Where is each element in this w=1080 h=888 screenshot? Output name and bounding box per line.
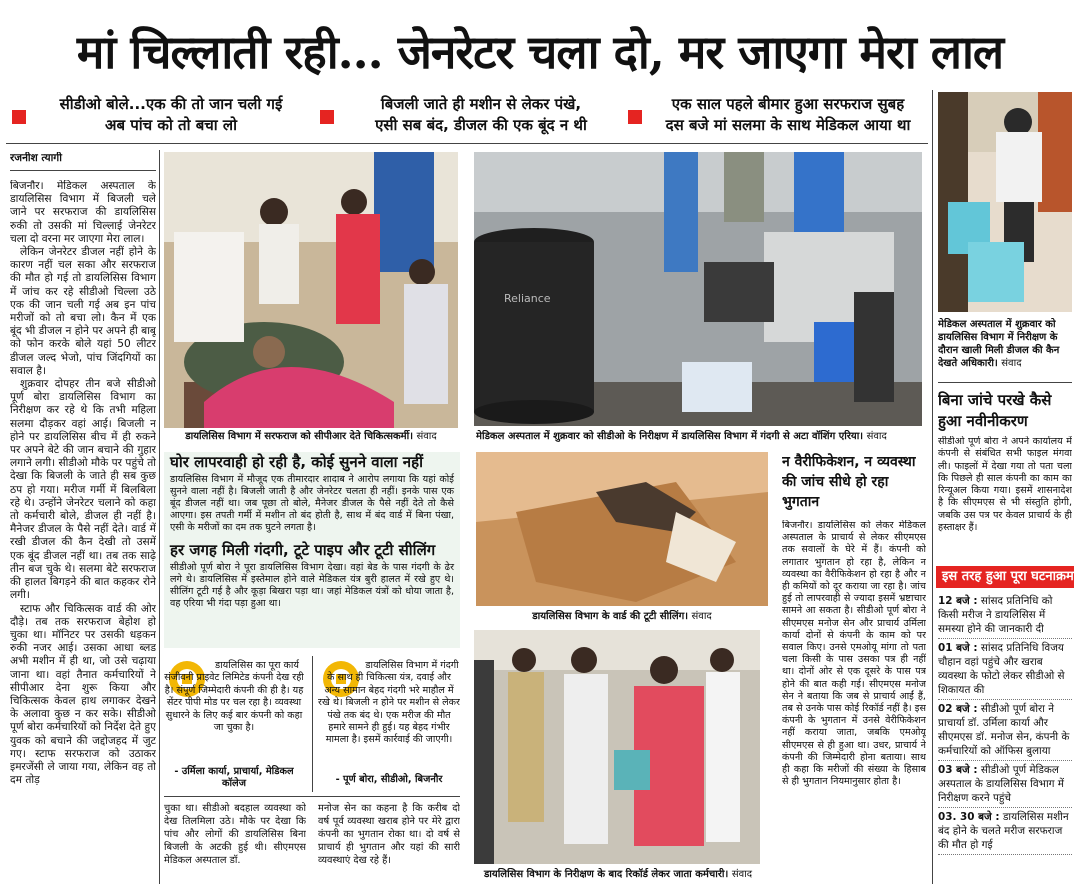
deck-marker [628,110,642,124]
caption-photo-cpr [164,430,458,444]
photo-records-image [474,630,760,864]
photo-diesel-cans [938,92,1072,312]
deck-3-line-1: एक साल पहले बीमार हुआ सरफराज सुबह [671,95,905,113]
caption-credit: संवाद [691,611,712,622]
deck-1-line-1: सीडीओ बोले...एक की तो जान चली गई [59,95,283,113]
deck-2 [340,94,622,138]
caption-text: डायलिसिस विभाग में सरफराज को सीपीआर देते चिकित्सकर्मी। [185,431,413,442]
caption-photo-washing-area [476,430,922,444]
timeline-item [938,761,1072,808]
deck-marker [320,110,334,124]
quote-principal [164,656,304,792]
subhead-negligence: घोर लापरवाही हो रही है, कोई सुनने वाला नहीं [170,453,423,471]
photo-records [474,630,760,864]
deck-marker [12,110,26,124]
tank-label: Reliance [504,292,551,305]
divider [938,382,1072,383]
timeline-title: इस तरह हुआ पूरा घटनाक्रम [936,566,1074,588]
paragraph: बिजनौर। मेडिकल अस्पताल के डायलिसिस विभाग में बिजली चले जाने पर सरफराज की डायलिसिस रुकी तो उसकी मां चिल्लाई जेनरेटर चला दो वरना मर जाएगा मेरा लाल। [10,180,156,245]
caption-text: मेडिकल अस्पताल में शुक्रवार को सीडीओ के निरीक्षण में डायलिसिस विभाग में गंदगी से अटा वॉशिंग एरिया। [476,431,864,442]
divider [159,150,160,884]
paragraph: लेकिन जेनरेटर डीजल नहीं होने के कारण नहीं चल सका और सरफराज की मौत हो गई तो डायलिसिस विभाग में जांच कर रहे सीडीओ चिल्ला उठे एक की जान चली गई अब इन पांच मरीजों को तो बचा लो। कैन में एक बूंद भी डीजल न होने पर अपने ही बाबू को फोन करके बोले यहां 50 लीटर डीजल जल्द भेजो, पांच जिंदगियों का सवाल है। [10,246,156,377]
photo-washing-area-image [474,152,922,426]
byline: रजनीश त्यागी [10,152,62,164]
caption-credit: संवाद [866,431,887,442]
quote-attribution: - पूर्ण बोरा, सीडीओ, बिजनौर [335,774,443,785]
deck-3 [646,94,930,138]
timeline-time: 02 बजे : [938,703,978,715]
timeline-item [938,700,1072,761]
photo-broken-ceiling-image [476,452,768,606]
subhead-renewal: बिना जांचे परखे कैसे हुआ नवीनीकरण [938,391,1052,430]
caption-text: डायलिसिस विभाग के वार्ड की टूटी सीलिंग। [532,611,689,622]
caption-photo-diesel-cans [938,318,1072,378]
deck-3-line-2: दस बजे मां सलमा के साथ मेडिकल आया था [665,116,911,134]
timeline-time: 03. 30 बजे : [938,811,1000,823]
photo-cpr [164,152,458,428]
deck-1 [30,94,312,138]
photo-broken-ceiling [476,452,768,606]
paragraph: स्टाफ और चिकित्सक वार्ड की ओर दौड़े। तब तक सरफराज बेहोश हो चुका था। मॉनिटर पर उसकी धड़कन रुकी नजर आई। उसका आधा ब्लड अभी मशीन में ही था, जो उसे चढ़ाया जाना था। वहां तैनात कर्मचारियों ने सीपीआर देना शुरू किया और चिकित्सक केवल हाथ लगाकर देखने के अलावा कुछ न कर सके। सीडीओ पूर्ण बोरा कर्मचारियों को निर्देश देते हुए युवक को बचाने की जद्दोजहद में जुट गए। स्टाफ सरफराज को उठाकर इमरजेंसी ले जाया गया, लेकिन वह तो दम तोड़ [10,602,156,787]
caption-credit: संवाद [416,431,437,442]
article-column-1 [10,180,156,886]
deck-2-line-1: बिजली जाते ही मशीन से लेकर पंखे, [380,95,582,113]
photo-diesel-cans-image [938,92,1072,312]
timeline-text: डायलिसिस मशीन बंद होने के चलते मरीज सरफराज की मौत हो गई [938,811,1069,851]
timeline-text: सांसद प्रतिनिधि विजय चौहान वहां पहुंचे और खराब व्यवस्था के फोटो लेकर सीडीओ से शिकायत की [938,642,1065,696]
quote-cdo [318,656,460,792]
timeline-time: 03 बजे : [938,764,978,776]
caption-credit: संवाद [1001,358,1022,369]
photo-cpr-image [164,152,458,428]
caption-text: मेडिकल अस्पताल में शुक्रवार को डायलिसिस विभाग में निरीक्षण के दौरान खाली मिली डीजल की कैन देखते अधिकारी। [938,319,1060,369]
caption-photo-records [476,868,760,884]
timeline-text: सीडीओ पूर्ण बोरा ने प्राचार्या डॉ. उर्मिला कार्या और सीएमएस डॉ. मनोज सेन, कंपनी के कर्मचारियों को ऑफिस बुलाया [938,703,1070,757]
subhead-dirt-everywhere: हर जगह मिली गंदगी, टूटे पाइप और टूटी सीलिंग [170,541,436,559]
timeline-time: 12 बजे : [938,595,978,607]
caption-credit: संवाद [731,869,753,880]
divider [6,143,928,144]
timeline-text: सीडीओ पूर्ण मेडिकल अस्पताल के डायलिसिस विभाग में निरीक्षण करने पहुंचे [938,764,1065,804]
timeline-text: सांसद प्रतिनिधि को किसी मरीज ने डायलिसिस में समस्या होने की जानकारी दी [938,595,1053,635]
quote-text: डायलिसिस का पूरा कार्य संजीवनी प्राइवेट लिमिटेड कंपनी देख रही है। संपूर्ण जिम्मेदारी कंपनी की ही है। यह सेंटर पीपी मोड पर चल रहा है। व्यवस्था सुधारने के लिए कई बार कंपनी को कहा जा चुका है। [164,660,304,734]
mid-block [164,452,460,648]
article-continuation-1: चुका था। सीडीओ बदहाल व्यवस्था को देख तिलमिला उठे। मौके पर देखा कि पांच और लोगों की डायलिसिस बिना बिजली के अटकी हुई थी। सीएमएस मेडिकल अस्पताल डॉ. [164,803,306,866]
timeline [938,592,1072,886]
timeline-item [938,592,1072,639]
divider [312,656,313,792]
deck-2-line-2: एसी सब बंद, डीजल की एक बूंद न थी [375,116,587,134]
divider [164,796,460,797]
caption-photo-broken-ceiling [476,610,768,624]
quote-text: डायलिसिस विभाग में गंदगी के साथ ही चिकित्सा यंत्र, दवाई और अन्य सामान बेहद गंदगी भरे माहौल में रखे थे। बिजली न होने पर मशीन से लेकर पंखे तक बंद थे। एक मरीज की मौत हमारे सामने ही हुई। यह बेहद गंभीर मामला है। इसमें कार्रवाई की जाएगी। [318,660,460,746]
deck-1-line-2: अब पांच को तो बचा लो [105,116,237,134]
divider [10,170,156,171]
article-renewal: सीडीओ पूर्ण बोरा ने अपने कार्यालय में कंपनी से संबंधित सभी फाइल मंगवा ली। फाइलों में देखा गया तो पता चला कि पिछले ही साल कंपनी का काम का रिन्यूअल किया गया। इसमें शासनादेश है कि सीएमएस से भी संस्तुति होगी, जबकि उस पत्र पर केवल प्राचार्य के ही हस्ताक्षर हैं। [938,436,1072,534]
paragraph: शुक्रवार दोपहर तीन बजे सीडीओ पूर्ण बोरा डायलिसिस विभाग का निरीक्षण कर रहे थे कि तभी महिला सलमा दौड़कर वहां आई। बिजली न होने पर डायलिसिस बीच में ही रुकने पर अपने बेटे की जान बचाने की गुहार लगाने लगी। सीडीओ मौके पर पहुंचे तो देखा कि बिजली के जाते ही सब कुछ ठप हो गया। मरीज गर्मी में बिलबिला रहे थे। उन्होंने जेनरेटर चलाने को कहा तो कर्मचारी बोले, डीजल ही नहीं है। मैनेजर डीजल के पैसे नहीं देते। वार्ड में रखी डीजल की कैन देखी तो उसमें एक बूंद डीजल नहीं था। तब तक साढ़े तीन बज चुके थे। सलमा बेटे सरफराज की हालत बिगड़ने की बात कहकर रोने लगी। [10,378,156,602]
timeline-item [938,808,1072,855]
article-verification: बिजनौर। डायलिसिस को लेकर मेडिकल अस्पताल के प्राचार्य से लेकर सीएमएस तक सवालों के घेरे में हैं। कंपनी को लगातार भुगतान हो रहा है, लेकिन न व्यवस्था का वैरीफिकेशन हो रहा है और न ही कमियों को दूर कराया जा रहा है। जांच हुई तो लापरवाही से ज्यादा इसमें भ्रष्टाचार सामने आ सकता है। सीडीओ पूर्ण बोरा ने सीएमएस मनोज सेन और प्राचार्य उर्मिला कार्या दोनों से कंपनी के काम को पर सवाल किए। उनसे एमओयू मांगा तो पता चला किसी के पास उसका पत्र ही नहीं था। दोनों ओर से एक दूसरे के पास पत्र होने की बात कही गई। सीएमएस मनोज सेन ने बताया कि जब से प्राचार्य आईं हैं, तब से उनके पास कोई रिकॉर्ड नहीं है। इस कंपनी के भुगतान में उनसे वेरीफिकेशन नहीं कराया जाता, जबकि एमओयू सीएमएस से ही हुआ था। उधर, प्राचार्य ने कंपनी की जिम्मेदारी होना बताया। साथ ही कहा कि मरीजों की संख्या के हिसाब से ही भुगतान नियमानुसार होता है। [782,520,926,788]
divider [932,90,933,884]
article-continuation-2: मनोज सेन का कहना है कि करीब दो वर्ष पूर्व व्यवस्था खराब होने पर मेरे द्वारा कंपनी का भुगतान रोका था। दो वर्ष से प्राचार्य ही भुगतान और यहां की सारी व्यवस्थाएं देख रहे हैं। [318,803,460,866]
timeline-item [938,639,1072,700]
paragraph: सीडीओ पूर्ण बोरा ने पूरा डायलिसिस विभाग देखा। वहां बेड के पास गंदगी के ढेर लगे थे। डायलिसिस में इस्तेमाल होने वाले मेडिकल यंत्र बुरी हालत में रखे हुए थे। सीलिंग टूटी गई है और कूड़ा बिखरा पड़ा था। जहां मेडिकल यंत्रों को धोया जाता है, वह एरिया भी गंदा पड़ा हुआ था। [170,562,454,609]
photo-washing-area [474,152,922,426]
caption-text: डायलिसिस विभाग के निरीक्षण के बाद रिकॉर्ड लेकर जाता कर्मचारी। [483,869,729,880]
paragraph: डायलिसिस विभाग में मौजूद एक तीमारदार शादाब ने आरोप लगाया कि यहां कोई सुनने वाला नहीं है। बिजली जाती है और जेनरेटर चलता ही नहीं। इनके पास एक बूंद डीजल नहीं था। जब पूछा तो बोले, मैनेजर डीजल के पैसे नहीं देते तो कैसे आएगा। इस तपती गर्मी में मशीन तो बंद होती है, साथ में बंद वार्ड में बिना पंखा, एसी के मरीजों का दम तक घुटने लगता है। [170,474,454,533]
subhead-verification: न वैरीफिकेशन, न व्यवस्था की जांच सीधे हो रहा भुगतान [782,454,916,510]
quote-attribution: - उर्मिला कार्या, प्राचार्या, मेडिकल कॉलेज [174,766,294,789]
headline: मां चिल्लाती रही... जेनरेटर चला दो, मर जाएगा मेरा लाल [76,25,1004,79]
timeline-time: 01 बजे : [938,642,978,654]
